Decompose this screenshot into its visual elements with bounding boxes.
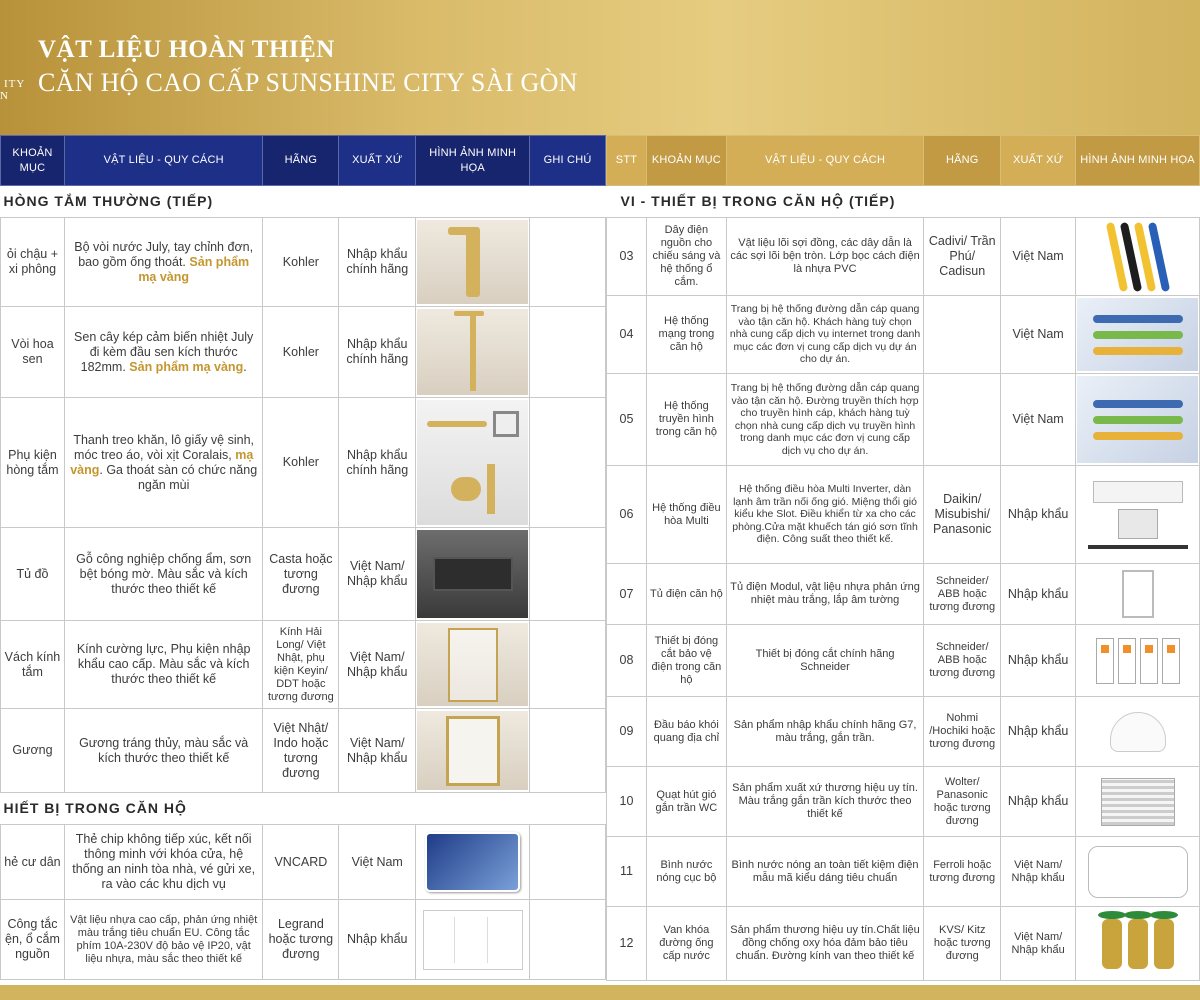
spec-tail: . Ga thoát sàn có chức năng ngăn mùi <box>99 462 258 492</box>
breaker-image <box>1077 627 1198 694</box>
item-cell: Tủ đồ <box>1 528 65 621</box>
col-header-spec: VẬT LIỆU - QUY CÁCH <box>64 136 262 186</box>
brand-cell: Schneider/ ABB hoặc tương đương <box>924 625 1001 697</box>
wire-image <box>1077 220 1198 293</box>
spec-cell: Vật liệu lõi sợi đồng, các dây dẫn là các sợi lõi bện tròn. Lớp bọc cách điện là nhựa PVC <box>726 218 923 296</box>
switch-image <box>417 902 528 977</box>
image-cell <box>416 218 530 307</box>
table-row <box>1 398 606 528</box>
brand-cell <box>924 296 1001 374</box>
stt-cell: 06 <box>607 466 647 564</box>
origin-cell: Nhập khẩu <box>1001 767 1076 837</box>
section-row <box>607 186 1200 218</box>
image-cell <box>1076 767 1200 837</box>
note-cell <box>530 398 606 528</box>
spec-cell: Trang bị hệ thống đường dẫn cáp quang vào tận căn hộ. Khách hàng tuỳ chọn nhà cung cấp dịch vụ internet trong danh mục các đơn vị cung cấp dịch vụ dự án cho dự án. <box>726 296 923 374</box>
spec-cell: Sản phẩm thương hiệu uy tín.Chất liệu đồng chống oxy hóa đảm bảo tiêu chuẩn. Đường kính van theo thiết kế <box>726 907 923 981</box>
note-cell <box>530 307 606 398</box>
stt-cell: 09 <box>607 697 647 767</box>
image-cell <box>416 307 530 398</box>
item-cell: Dây điện nguồn cho chiếu sáng và hệ thống ổ cắm. <box>646 218 726 296</box>
col-header-item: KHOẢN MỤC <box>1 136 65 186</box>
image-cell <box>416 621 530 709</box>
origin-cell: Việt Nam/ Nhập khẩu <box>339 528 416 621</box>
table-row <box>607 625 1200 697</box>
item-cell: Vách kính tắm <box>1 621 65 709</box>
stt-cell: 11 <box>607 837 647 907</box>
image-cell <box>1076 564 1200 625</box>
mirror-image <box>417 711 528 790</box>
brand-cell: Cadivi/ Trần Phú/ Cadisun <box>924 218 1001 296</box>
item-cell: Tủ điện căn hộ <box>646 564 726 625</box>
table-row <box>607 907 1200 981</box>
col-header-spec: VẬT LIỆU - QUY CÁCH <box>726 136 923 186</box>
footer-band <box>0 985 1200 1000</box>
item-cell: Hệ thống mạng trong căn hộ <box>646 296 726 374</box>
brand-cell: Legrand hoặc tương đương <box>263 900 339 980</box>
item-cell: Gương <box>1 709 65 793</box>
air-conditioner-image <box>1077 468 1198 561</box>
origin-cell: Nhập khẩu chính hãng <box>339 218 416 307</box>
spec-highlight: Sản phẩm mạ vàng <box>138 254 250 284</box>
origin-cell: Việt Nam <box>1001 218 1076 296</box>
electrical-panel-image <box>1077 566 1198 622</box>
item-cell: Quạt hút gió gắn trần WC <box>646 767 726 837</box>
col-header-image: HÌNH ẢNH MINH HỌA <box>1076 136 1200 186</box>
spec-tail: . <box>243 359 247 374</box>
note-cell <box>530 709 606 793</box>
col-header-image: HÌNH ẢNH MINH HỌA <box>416 136 530 186</box>
table-row <box>607 564 1200 625</box>
spec-cell: Kính cường lực, Phụ kiện nhập khẩu cao cấp. Màu sắc và kích thước theo thiết kế <box>64 621 262 709</box>
origin-cell: Việt Nam/ Nhập khẩu <box>1001 907 1076 981</box>
spec-cell: Bình nước nóng an toàn tiết kiệm điện mẫu mã kiểu dáng tiêu chuẩn <box>726 837 923 907</box>
spec-cell: Sản phẩm xuất xứ thương hiệu uy tín. Màu trắng gắn trần kích thước theo thiết kế <box>726 767 923 837</box>
image-cell <box>1076 907 1200 981</box>
col-header-stt: STT <box>607 136 647 186</box>
col-header-origin: XUẤT XỨ <box>339 136 416 186</box>
spec-cell: Gỗ công nghiệp chống ẩm, sơn bệt bóng mờ. Màu sắc và kích thước theo thiết kế <box>64 528 262 621</box>
logo-text-1: ITY <box>4 78 26 90</box>
item-cell: Thiết bị đóng cắt bảo vệ điện trong căn hộ <box>646 625 726 697</box>
image-cell <box>416 709 530 793</box>
brand-cell: Wolter/ Panasonic hoặc tương đương <box>924 767 1001 837</box>
image-cell <box>1076 296 1200 374</box>
brand-cell: Kính Hải Long/ Việt Nhật, phụ kiện Keyin/ DDT hoặc tương đương <box>263 621 339 709</box>
table-row <box>607 767 1200 837</box>
shower-image <box>417 309 528 395</box>
spec-text: Bộ vòi nước July, tay chỉnh đơn, bao gồm ống thoát. <box>74 239 254 269</box>
origin-cell: Việt Nam <box>1001 296 1076 374</box>
network-cable-image <box>1077 298 1198 371</box>
section-row <box>1 793 606 825</box>
image-cell <box>1076 837 1200 907</box>
item-cell: Bình nước nóng cục bộ <box>646 837 726 907</box>
spec-text: Sen cây kép cảm biến nhiệt July đi kèm đầu sen kích thước 182mm. <box>74 329 254 374</box>
image-cell <box>1076 697 1200 767</box>
item-cell: Đầu báo khói quang địa chỉ <box>646 697 726 767</box>
stt-cell: 05 <box>607 374 647 466</box>
brand-cell: Kohler <box>263 218 339 307</box>
col-header-brand: HÃNG <box>263 136 339 186</box>
right-table-panel <box>606 135 1200 990</box>
valve-image <box>1077 909 1198 978</box>
spec-highlight: Sản phẩm mạ vàng <box>129 359 244 374</box>
spec-cell <box>64 218 262 307</box>
table-row <box>1 621 606 709</box>
item-cell: Hệ thống truyền hình trong căn hộ <box>646 374 726 466</box>
image-cell <box>416 900 530 980</box>
stt-cell: 08 <box>607 625 647 697</box>
spec-cell <box>64 307 262 398</box>
table-row <box>1 218 606 307</box>
table-row <box>607 374 1200 466</box>
cabinet-image <box>417 530 528 618</box>
water-heater-image <box>1077 839 1198 904</box>
table-row <box>1 825 606 900</box>
brand-cell: Kohler <box>263 307 339 398</box>
spec-text: Thanh treo khăn, lô giấy vệ sinh, móc treo áo, vòi xịt Coralais, <box>73 432 254 462</box>
col-header-origin: XUẤT XỨ <box>1001 136 1076 186</box>
spec-cell: Vật liệu nhựa cao cấp, phản ứng nhiệt màu trắng tiêu chuẩn EU. Công tắc phím 10A-230V độ bảo vệ IP20, vật liệu nhựa, màu sắc theo thiết kế <box>64 900 262 980</box>
origin-cell: Việt Nam <box>339 825 416 900</box>
origin-cell: Nhập khẩu <box>1001 697 1076 767</box>
right-materials-table <box>606 135 1200 981</box>
logo-text-2: N <box>0 90 9 102</box>
brand-cell: Daikin/ Misubishi/ Panasonic <box>924 466 1001 564</box>
item-cell: Phụ kiện hòng tắm <box>1 398 65 528</box>
item-cell: Hệ thống điều hòa Multi <box>646 466 726 564</box>
spec-cell: Sản phẩm nhập khẩu chính hãng G7, màu trắng, gắn trần. <box>726 697 923 767</box>
image-cell <box>1076 466 1200 564</box>
spec-cell: Tủ điện Modul, vật liệu nhựa phản ứng nhiệt màu trắng, lắp âm tường <box>726 564 923 625</box>
brand-cell: VNCARD <box>263 825 339 900</box>
accessories-image <box>417 400 528 525</box>
origin-cell: Việt Nam/ Nhập khẩu <box>339 709 416 793</box>
brand-cell: Nohmi /Hochiki hoặc tương đương <box>924 697 1001 767</box>
faucet-image <box>417 220 528 304</box>
stt-cell: 07 <box>607 564 647 625</box>
brand-cell: Kohler <box>263 398 339 528</box>
note-cell <box>530 900 606 980</box>
image-cell <box>416 528 530 621</box>
origin-cell: Nhập khẩu <box>1001 625 1076 697</box>
image-cell <box>1076 625 1200 697</box>
resident-card-image <box>417 827 528 897</box>
stt-cell: 04 <box>607 296 647 374</box>
origin-cell: Nhập khẩu <box>1001 564 1076 625</box>
glass-partition-image <box>417 623 528 706</box>
left-table-panel <box>0 135 606 990</box>
page-title: VẬT LIỆU HOÀN THIỆN <box>38 36 335 63</box>
note-cell <box>530 218 606 307</box>
brand-cell: KVS/ Kitz hoặc tương đương <box>924 907 1001 981</box>
image-cell <box>1076 374 1200 466</box>
brand-cell <box>924 374 1001 466</box>
spec-cell: Thiết bị đóng cắt chính hãng Schneider <box>726 625 923 697</box>
table-row <box>607 466 1200 564</box>
brand-cell: Việt Nhật/ Indo hoặc tương đương <box>263 709 339 793</box>
spec-cell: Thẻ chip không tiếp xúc, kết nối thông minh với khóa cửa, hệ thống an ninh tòa nhà, vé gửi xe, ra vào các khu dịch vụ <box>64 825 262 900</box>
origin-cell: Nhập khẩu chính hãng <box>339 307 416 398</box>
table-row <box>1 900 606 980</box>
left-materials-table <box>0 135 606 980</box>
section-row <box>1 186 606 218</box>
brand-cell: Ferroli hoặc tương đương <box>924 837 1001 907</box>
table-row <box>607 837 1200 907</box>
stt-cell: 03 <box>607 218 647 296</box>
table-row <box>607 296 1200 374</box>
section-title: HÒNG TẮM THƯỜNG (TIẾP) <box>1 186 606 218</box>
note-cell <box>530 621 606 709</box>
table-row <box>1 307 606 398</box>
brand-cell: Schneider/ ABB hoặc tương đương <box>924 564 1001 625</box>
exhaust-fan-image <box>1077 769 1198 834</box>
col-header-brand: HÃNG <box>924 136 1001 186</box>
page-subtitle: CĂN HỘ CAO CẤP SUNSHINE CITY SÀI GÒN <box>38 68 578 97</box>
image-cell <box>416 398 530 528</box>
spec-cell: Gương tráng thủy, màu sắc và kích thước theo thiết kế <box>64 709 262 793</box>
brand-cell: Casta hoặc tương đương <box>263 528 339 621</box>
origin-cell: Việt Nam/ Nhập khẩu <box>339 621 416 709</box>
col-header-item: KHOẢN MỤC <box>646 136 726 186</box>
spec-cell: Trang bị hệ thống đường dẫn cáp quang vào tận căn hộ. Đường truyền thích hợp cho truyền hình cáp, khách hàng tuỳ chọn nhà cung cấp dịch vụ truyền hình trong danh mục các đơn vị cung cấp dịch vụ cho dự án. <box>726 374 923 466</box>
col-header-note: GHI CHÚ <box>530 136 606 186</box>
logo-fragment <box>0 78 25 102</box>
table-row <box>1 528 606 621</box>
origin-cell: Nhập khẩu <box>339 900 416 980</box>
section-title: VI - THIẾT BỊ TRONG CĂN HỘ (TIẾP) <box>607 186 1200 218</box>
right-header-row <box>607 136 1200 186</box>
origin-cell: Nhập khẩu chính hãng <box>339 398 416 528</box>
origin-cell: Việt Nam/ Nhập khẩu <box>1001 837 1076 907</box>
stt-cell: 10 <box>607 767 647 837</box>
origin-cell: Việt Nam <box>1001 374 1076 466</box>
smoke-detector-image <box>1077 699 1198 764</box>
item-cell: ỏi chậu + xi phông <box>1 218 65 307</box>
spec-cell: Hệ thống điều hòa Multi Inverter, dàn lạnh âm trần nối ống gió. Miệng thổi gió kiểu khe Slot. Điều khiển từ xa cho các phòng.Cửa mặt khuếch tán gió sơn tĩnh điện. Công suất theo thiết kế. <box>726 466 923 564</box>
item-cell: hẻ cư dân <box>1 825 65 900</box>
tv-cable-image <box>1077 376 1198 463</box>
header-banner <box>0 0 1200 135</box>
image-cell <box>416 825 530 900</box>
spec-cell <box>64 398 262 528</box>
origin-cell: Nhập khẩu <box>1001 466 1076 564</box>
section-title: HIẾT BỊ TRONG CĂN HỘ <box>1 793 606 825</box>
note-cell <box>530 528 606 621</box>
spec-highlight: mạ vàng <box>70 447 254 477</box>
item-cell: Vòi hoa sen <box>1 307 65 398</box>
left-header-row <box>1 136 606 186</box>
table-row <box>607 697 1200 767</box>
stt-cell: 12 <box>607 907 647 981</box>
item-cell: Công tắc ện, ổ cắm nguồn <box>1 900 65 980</box>
item-cell: Van khóa đường ống cấp nước <box>646 907 726 981</box>
note-cell <box>530 825 606 900</box>
table-row <box>607 218 1200 296</box>
image-cell <box>1076 218 1200 296</box>
table-row <box>1 709 606 793</box>
